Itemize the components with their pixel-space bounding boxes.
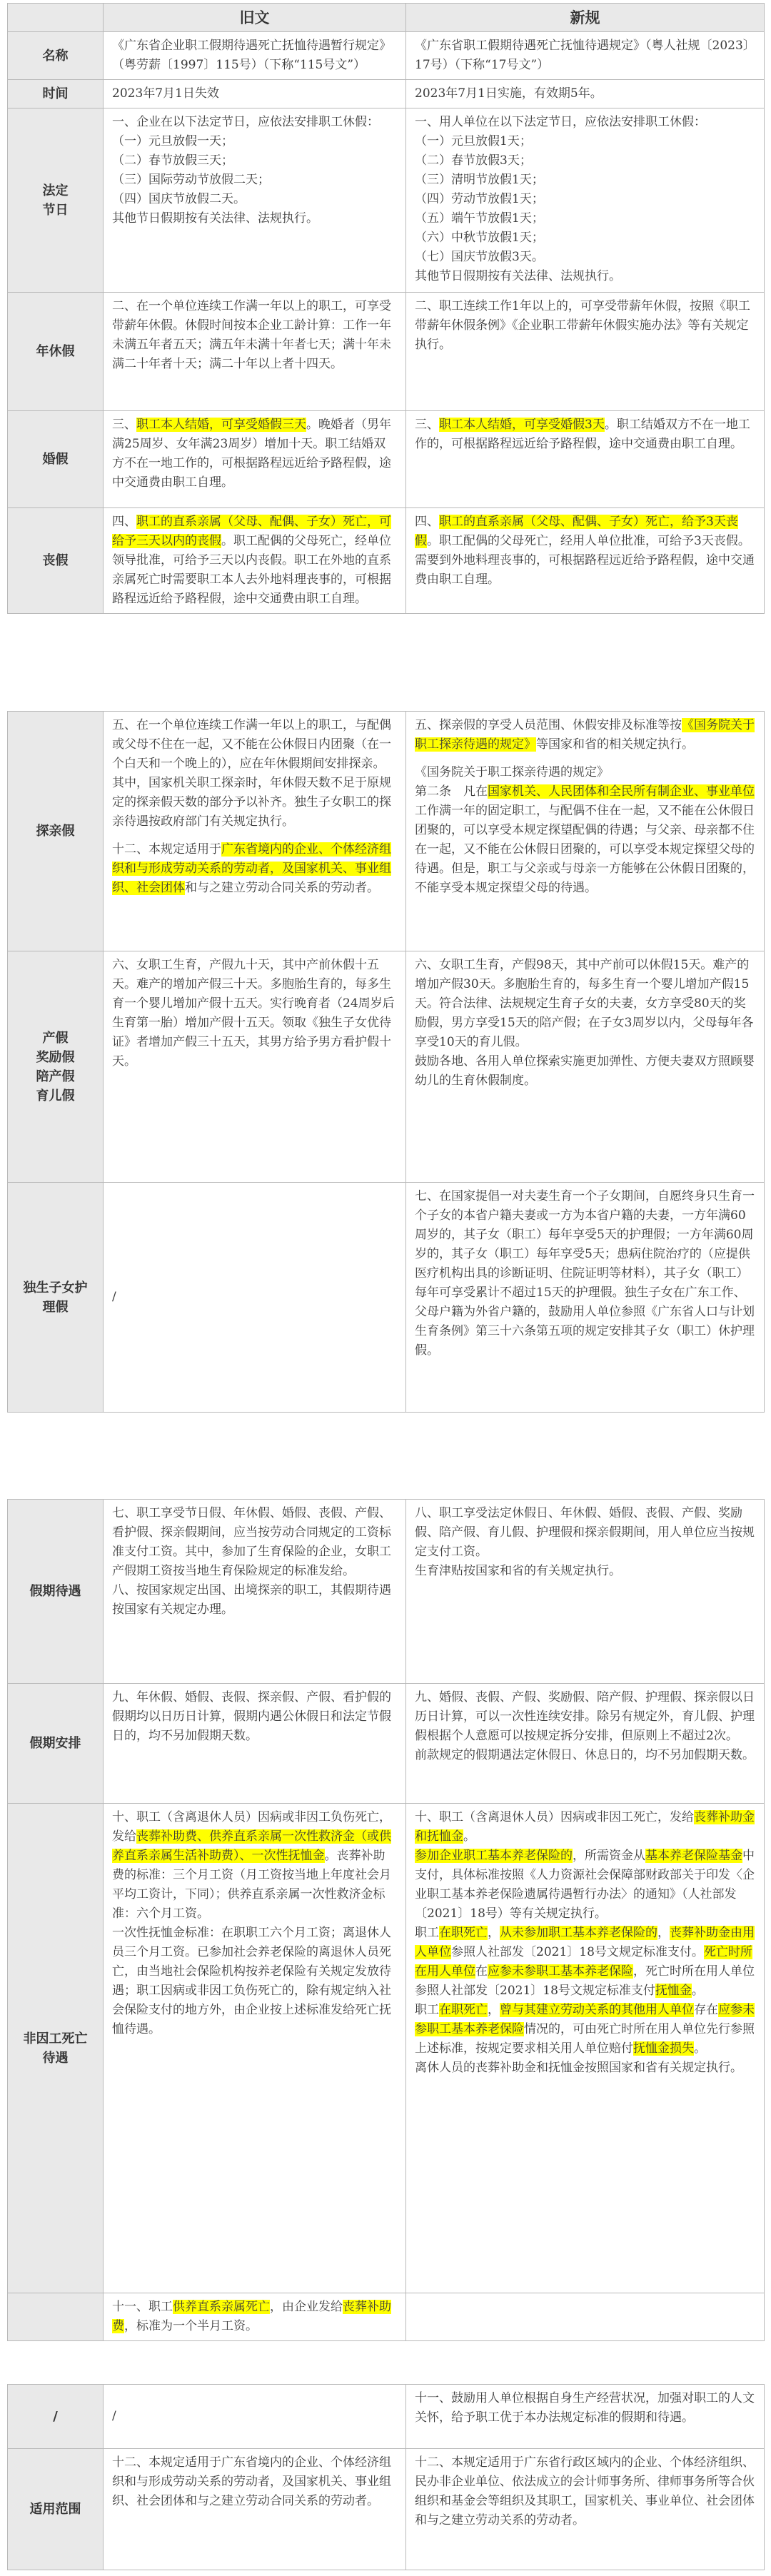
paragraph <box>415 1746 755 1765</box>
paragraph <box>415 171 755 190</box>
text-segment: ，标准为一个半月工资。 <box>124 2319 258 2333</box>
table-row <box>8 1684 765 1804</box>
paragraph <box>112 832 397 840</box>
header-old: 旧文 <box>104 4 406 32</box>
text-segment: 十一、职工 <box>112 2300 173 2314</box>
paragraph <box>415 248 755 267</box>
text-segment: 2023年7月1日实施，有效期5年。 <box>415 86 603 101</box>
paragraph <box>415 190 755 209</box>
row-label-line: 产假 <box>42 1030 69 1046</box>
new-text-cell <box>406 293 765 411</box>
table-row <box>8 108 765 293</box>
paragraph <box>112 151 397 171</box>
text-segment: 四、 <box>112 515 136 529</box>
row-label <box>8 951 104 1183</box>
text-segment: 等国家和省的相关规定执行。 <box>536 737 694 752</box>
paragraph <box>415 1924 755 2001</box>
paragraph <box>415 1504 755 1562</box>
text-segment: 《国务院关于职工探亲待遇的规定》 <box>415 765 609 779</box>
row-label-line: 非因工死亡 <box>23 2031 88 2046</box>
row-label <box>8 2293 104 2341</box>
row-label <box>8 2385 104 2449</box>
new-text-cell <box>406 951 765 1183</box>
text-segment: 和与之建立劳动合同关系的劳动者。 <box>185 881 379 895</box>
paragraph <box>415 209 755 228</box>
text-segment: 工作满一年的固定职工，与配偶不住在一起，又不能在公休假日团聚的，可以享受本规定探望配偶的待遇；与父亲、母亲都不住在一起，又不能在公休假日团聚的，可以享受本规定探望父母的待遇。但是，职工与父亲或与母亲一方能够在公休假日团聚的，不能享受本规定探望父母的待遇。 <box>415 804 755 895</box>
new-text-cell <box>406 2293 765 2341</box>
text-segment: 十一、鼓励用人单位根据自身生产经营状况，加强对职工的人文关怀，给予职工优于本办法规定标准的假期和待遇。 <box>415 2391 755 2425</box>
highlighted-text: 参加企业职工基本养老保险的 <box>415 1849 573 1863</box>
paragraph <box>112 113 397 132</box>
text-segment: 一、企业在以下法定节日，应依法安排职工休假： <box>112 115 379 129</box>
row-label <box>8 1500 104 1684</box>
old-text-cell <box>104 2385 406 2449</box>
comparison-table-1 <box>7 3 765 614</box>
row-label-line: 独生子女护 <box>23 1280 88 1295</box>
highlighted-text: 职工的直系亲属（父母、配偶、子女）死亡，可给予三天以内的丧假 <box>112 515 391 548</box>
old-text-cell <box>104 1183 406 1413</box>
table-row <box>8 2293 765 2341</box>
table-row <box>8 32 765 80</box>
paragraph <box>415 1688 755 1746</box>
new-text-cell <box>406 2385 765 2449</box>
table-row <box>8 1804 765 2293</box>
row-label-line: 待遇 <box>42 2050 69 2066</box>
text-segment: （七）国庆节放假3天。 <box>415 250 544 264</box>
text-segment: 中支付，具体标准按照《人力资源社会保障部财政部关于印发〈企业职工基本养老保险遗属待遇暂行办法〉的通知》（人社部发〔2021〕18号）等有关规定执行。 <box>415 1849 755 1921</box>
highlighted-text: 曾与其建立劳动关系的其他用人单位 <box>500 2003 694 2017</box>
paragraph <box>112 415 397 493</box>
text-segment: 。丧葬补助费的标准：三个月工资（月工资按当地上年度社会月平均工资计，下同）；供养直系亲属一次性救济金标准：六个月工资。 <box>112 1849 391 1921</box>
text-segment: 一次性抚恤金标准：在职职工六个月工资；离退休人员三个月工资。已参加社会养老保险的离退休人员死亡，由当地社会保险机构按养老保险有关规定发放待遇；职工因病或非因工负伤死亡的，除有规定纳入社会保险支付的地方外，由企业按上述标准发给死亡抚恤待遇。 <box>112 1926 391 2036</box>
old-text-cell <box>104 1804 406 2293</box>
paragraph <box>415 763 755 782</box>
row-label-line: 理假 <box>42 1299 69 1315</box>
text-segment: 参照人社部发〔2021〕18号文规定标准支付。 <box>451 1945 704 1959</box>
text-segment: 十二、本规定适用于广东省境内的企业、个体经济组织和与形成劳动关系的劳动者，及国家机关、事业组织、社会团体和与之建立劳动合同关系的劳动者。 <box>112 2455 391 2508</box>
text-segment: 二、职工连续工作1年以上的，可享受带薪年休假，按照《职工带薪年休假条例》《企业职工带薪年休假实施办法》等有关规定执行。 <box>415 299 750 352</box>
text-segment: 其他节日假期按有关法律、法规执行。 <box>112 211 318 226</box>
highlighted-text: 死亡时所在用人单位 <box>415 1945 752 1979</box>
text-segment: 2023年7月1日失效 <box>112 86 219 101</box>
text-segment: （六）中秋节放假1天； <box>415 231 544 245</box>
text-segment: 一、用人单位在以下法定节日，应依法安排职工休假： <box>415 115 706 129</box>
row-label-line: 假期安排 <box>29 1736 81 1751</box>
paragraph <box>415 1847 755 1924</box>
paragraph <box>112 512 397 609</box>
text-segment: 情况的，可由死亡时所在用人单位先行参照上述标准，按规定要求相关用人单位赔付 <box>415 2022 755 2056</box>
row-label-line: 时间 <box>42 86 69 101</box>
table-row <box>8 293 765 411</box>
table-row <box>8 1183 765 1413</box>
new-text-cell <box>406 108 765 293</box>
text-segment: ， <box>488 1926 500 1940</box>
old-text-cell <box>104 293 406 411</box>
text-segment: ，死亡时所在用人单位参照人社部发〔2021〕18号文规定标准支付 <box>415 1964 755 1998</box>
table-row <box>8 712 765 951</box>
old-text-cell <box>104 1500 406 1684</box>
paragraph <box>112 2453 397 2511</box>
highlighted-text: 抚恤金损失 <box>633 2041 694 2056</box>
text-segment: 。 <box>694 2041 706 2056</box>
paragraph <box>415 2001 755 2059</box>
text-segment: 。职工结婚双方不在一地工作的，可根据路程远近给予路程假，途中交通费由职工自理。 <box>415 418 750 451</box>
old-text-cell <box>104 411 406 508</box>
new-text-cell <box>406 80 765 108</box>
highlighted-text: 《国务院关于职工探亲待遇的规定》 <box>415 718 755 752</box>
text-segment: 三、 <box>112 418 136 432</box>
highlighted-text: 在职死亡 <box>439 2003 488 2017</box>
highlighted-text: 丧葬补助费、供养直系亲属一次性救济金（或供养直系亲属生活补助费）、一次性抚恤金 <box>112 1829 391 1863</box>
paragraph <box>415 782 755 898</box>
text-segment: 九、婚假、丧假、产假、奖励假、陪产假、护理假、探亲假以日历日计算，可以一次性连续安排。除另有规定外，育儿假、护理假根据个人意愿可以按规定拆分安排，但原则上不超过2次。 <box>415 1690 755 1743</box>
paragraph <box>415 415 755 454</box>
paragraph <box>112 1504 397 1581</box>
old-text-cell <box>104 108 406 293</box>
text-segment: 鼓励各地、各用人单位探索实施更加弹性、方便夫妻双方照顾婴幼儿的生育休假制度。 <box>415 1054 755 1088</box>
text-segment: （四）国庆节放假二天。 <box>112 192 246 206</box>
text-segment: 七、在国家提倡一对夫妻生育一个子女期间，自愿终身只生育一个子女的本省户籍夫妻或一方为本省户籍的夫妻，一方年满60周岁的，其子女（职工）每年享受5天的护理假；一方年满60周岁的，其子女（职工）每年享受5天；患病住院治疗的（应提供医疗机构出具的诊断证明、住院证明等材料），其子女（职工）每年可享受累计不超过15天的护理假。独生子女在广东工作、父母户籍为外省户籍的，鼓励用人单位参照《广东省人口与计划生育条例》第三十六条第五项的规定安排其子女（职工）休护理假。 <box>415 1189 755 1358</box>
row-label-line: 育儿假 <box>36 1088 75 1103</box>
text-segment: 前款规定的假期遇法定休假日、休息日的，均不另加假期天数。 <box>415 1748 755 1762</box>
table-row <box>8 2385 765 2449</box>
text-segment: 。 <box>691 1984 704 1998</box>
paragraph <box>112 956 397 1071</box>
paragraph <box>415 297 755 355</box>
paragraph <box>112 2407 397 2426</box>
row-label <box>8 1684 104 1804</box>
row-label <box>8 712 104 951</box>
paragraph <box>415 1562 755 1581</box>
text-segment: 职工 <box>415 1926 439 1940</box>
text-segment: （一）元旦放假1天； <box>415 134 532 148</box>
paragraph <box>415 956 755 1052</box>
old-text-cell <box>104 1684 406 1804</box>
text-segment: 三、 <box>415 418 439 432</box>
paragraph <box>112 132 397 151</box>
highlighted-text: 丧葬补助费 <box>112 2300 391 2333</box>
text-segment: 第二条 凡在 <box>415 784 488 799</box>
new-text-cell <box>406 1804 765 2293</box>
row-label <box>8 411 104 508</box>
table-row <box>8 411 765 508</box>
text-segment: （一）元旦放假一天； <box>112 134 233 148</box>
paragraph <box>112 1924 397 2039</box>
paragraph <box>112 190 397 209</box>
row-label-line: 假期待遇 <box>29 1584 81 1599</box>
text-segment: （二）春节放假3天； <box>415 153 532 168</box>
table-row <box>8 1500 765 1684</box>
text-segment: 在 <box>475 1964 488 1979</box>
new-text-cell <box>406 411 765 508</box>
paragraph <box>415 2389 755 2428</box>
text-segment: 生育津贴按国家和省的有关规定执行。 <box>415 1564 621 1578</box>
text-segment: （三）国际劳动节放假二天； <box>112 173 270 187</box>
text-segment: 。职工配偶的父母死亡，经单位领导批准，可给予三天以内丧假。职工在外地的直系亲属死亡时需要职工本人去外地料理丧事的，可根据路程远近给予路程假，途中交通费由职工自理。 <box>112 534 391 606</box>
text-segment: 十二、本规定适用于广东省行政区域内的企业、个体经济组织、民办非企业单位、依法成立的会计师事务所、律师事务所等合伙组织和基金会等组织及其职工，国家机关、事业单位、社会团体和与之建立劳动关系的劳动者。 <box>415 2455 755 2527</box>
paragraph <box>415 2059 755 2078</box>
text-segment: 存在 <box>694 2003 718 2017</box>
text-segment: 四、 <box>415 515 439 529</box>
row-label <box>8 108 104 293</box>
paragraph <box>415 132 755 151</box>
text-segment: 六、女职工生育，产假98天，其中产前可以休假15天。难产的增加产假30天。多胞胎生育的，每多生育一个婴儿增加产假15天。符合法律、法规规定生育子女的夫妻，女方享受80天的奖励假，男方享受15天的陪产假；在子女3周岁以内，父母每年各享受10天的育儿假。 <box>415 958 754 1049</box>
paragraph <box>415 84 755 103</box>
new-text-cell <box>406 1183 765 1413</box>
row-label-line: 节日 <box>42 202 69 218</box>
paragraph <box>112 1288 397 1307</box>
row-label-line: 陪产假 <box>36 1069 75 1084</box>
paragraph <box>112 1688 397 1746</box>
text-segment: 。晚婚者（男年满25周岁、女年满23周岁）增加十天。职工结婚双方不在一地工作的，可根据路程远近给予路程假，途中交通费由职工自理。 <box>112 418 391 490</box>
old-text-cell <box>104 712 406 951</box>
row-label <box>8 1183 104 1413</box>
text-segment: （二）春节放假三天； <box>112 153 233 168</box>
paragraph <box>415 228 755 248</box>
highlighted-text: 应参未参职工基本养老保险 <box>415 2003 755 2036</box>
paragraph <box>415 1187 755 1360</box>
comparison-table-4 <box>7 2384 765 2570</box>
paragraph <box>415 36 755 75</box>
row-label <box>8 1804 104 2293</box>
row-label-line: 丧假 <box>42 553 69 568</box>
paragraph <box>112 209 397 228</box>
highlighted-text: 广东省境内的企业、个体经济组织和与形成劳动关系的劳动者，及国家机关、事业组织、社会团体 <box>112 842 391 895</box>
row-label <box>8 2449 104 2570</box>
highlighted-text: 供养直系亲属死亡 <box>173 2300 270 2314</box>
paragraph <box>112 716 397 832</box>
paragraph <box>112 36 397 75</box>
row-label <box>8 508 104 614</box>
text-segment: （三）清明节放假1天； <box>415 173 544 187</box>
highlighted-text: 基本养老保险基金 <box>645 1849 742 1863</box>
old-text-cell <box>104 508 406 614</box>
highlighted-text: 职工的直系亲属（父母、配偶、子女）死亡，给予3天丧假 <box>415 515 738 548</box>
paragraph <box>112 1581 397 1620</box>
row-label-line: 年休假 <box>36 344 75 359</box>
text-segment: 。职工配偶的父母死亡，经用人单位批准，可给予3天丧假。需要到外地料理丧事的，可根据路程远近给予路程假，途中交通费由职工自理。 <box>415 534 755 587</box>
text-segment: 十二、本规定适用于 <box>112 842 221 857</box>
new-text-cell <box>406 1684 765 1804</box>
paragraph <box>112 84 397 103</box>
highlighted-text: 职工本人结婚，可享受婚假3天 <box>439 418 605 432</box>
paragraph <box>415 754 755 763</box>
old-text-cell <box>104 80 406 108</box>
row-label-line: 奖励假 <box>36 1049 75 1065</box>
text-segment: ， <box>488 2003 500 2017</box>
highlighted-text: 丧葬补助金和抚恤金 <box>415 1810 755 1844</box>
row-label-line: 适用范围 <box>29 2502 81 2517</box>
row-label-line: / <box>53 2409 58 2424</box>
highlighted-text: 职工本人结婚，可享受婚假三天 <box>136 418 306 432</box>
new-text-cell <box>406 32 765 80</box>
comparison-table-2 <box>7 711 765 1413</box>
highlighted-text: 应参未参职工基本养老保险 <box>488 1964 633 1979</box>
old-text-cell <box>104 2293 406 2341</box>
highlighted-text: 从未参加职工基本养老保险的 <box>500 1926 657 1940</box>
text-segment: 二、在一个单位连续工作满一年以上的职工，可享受带薪年休假。休假时间按本企业工龄计算：工作一年未满五年者五天；满五年未满十年者七天；满十年未满二十年者十天；满二十年以上者十四天。 <box>112 299 391 371</box>
row-label-line: 法定 <box>42 183 69 198</box>
text-segment: ，由企业发给 <box>270 2300 343 2314</box>
text-segment: （四）劳动节放假1天； <box>415 192 544 206</box>
text-segment: 离休人员的丧葬补助金和抚恤金按照国家和省有关规定执行。 <box>415 2061 742 2075</box>
text-segment: 《广东省职工假期待遇死亡抚恤待遇规定》（粤人社规〔2023〕17号）（下称“17号文”） <box>415 39 755 72</box>
paragraph <box>415 512 755 590</box>
comparison-table-3 <box>7 1499 765 2341</box>
paragraph <box>112 840 397 898</box>
text-segment: 《广东省企业职工假期待遇死亡抚恤待遇暂行规定》（粤劳薪〔1997〕115号）（下称“115号文”） <box>112 39 391 72</box>
row-label <box>8 80 104 108</box>
text-segment: 五、在一个单位连续工作满一年以上的职工，与配偶或父母不住在一起，又不能在公休假日内团聚（在一个白天和一个晚上的），应在年休假期间安排探亲。其中，国家机关职工探亲时，年休假天数不足于原规定的探亲假天数的部分予以补齐。独生子女职工的探亲待遇按政府部门有关规定执行。 <box>112 718 391 829</box>
paragraph <box>415 1808 755 1847</box>
highlighted-text: 国家机关、人民团体和全民所有制企业、事业单位 <box>488 784 755 799</box>
text-segment: 十、职工（含离退休人员）因病或非因工死亡，发给 <box>415 1810 694 1824</box>
text-segment: 五、探亲假的享受人员范围、休假安排及标准等按 <box>415 718 682 732</box>
text-segment: 八、职工享受法定休假日、年休假、婚假、丧假、产假、奖励假、陪产假、育儿假、护理假和探亲假期间，用人单位应当按规定支付工资。 <box>415 1506 755 1559</box>
paragraph <box>415 151 755 171</box>
table-row <box>8 508 765 614</box>
row-label <box>8 32 104 80</box>
text-segment: / <box>112 1290 116 1304</box>
text-segment: （五）端午节放假1天； <box>415 211 544 226</box>
text-segment: 九、年休假、婚假、丧假、探亲假、产假、看护假的假期均以日历日计算，假期内遇公休假日和法定节假日的，均不另加假期天数。 <box>112 1690 391 1743</box>
text-segment: ，所需资金从 <box>573 1849 645 1863</box>
old-text-cell <box>104 951 406 1183</box>
row-label <box>8 293 104 411</box>
paragraph <box>415 2313 755 2321</box>
paragraph <box>415 113 755 132</box>
text-segment: 八、按国家规定出国、出境探亲的职工，其假期待遇按国家有关规定办理。 <box>112 1583 391 1617</box>
row-label-line: 婚假 <box>42 452 69 467</box>
table-row <box>8 80 765 108</box>
text-segment: 职工 <box>415 2003 439 2017</box>
paragraph <box>415 267 755 286</box>
text-segment: 十、职工（含离退休人员）因病或非因工负伤死亡，发给 <box>112 1810 391 1844</box>
text-segment: 七、职工享受节日假、年休假、婚假、丧假、产假、看护假、探亲假期间，应当按劳动合同规定的工资标准支付工资。其中，参加了生育保险的企业，女职工产假期工资按当地生育保险规定的标准发给。 <box>112 1506 391 1578</box>
text-segment: 。 <box>463 1829 475 1844</box>
highlighted-text: 抚恤金 <box>655 1984 692 1998</box>
highlighted-text: 丧葬补助金由用人单位 <box>415 1926 755 1959</box>
text-segment: 其他节日假期按有关法律、法规执行。 <box>415 269 621 283</box>
header-corner <box>8 4 104 32</box>
header-new: 新规 <box>406 4 765 32</box>
new-text-cell <box>406 1500 765 1684</box>
paragraph <box>415 716 755 754</box>
table-row <box>8 2449 765 2570</box>
paragraph <box>112 1808 397 1924</box>
text-segment: ， <box>657 1926 670 1940</box>
new-text-cell <box>406 712 765 951</box>
row-label-line: 名称 <box>42 48 69 64</box>
paragraph <box>112 171 397 190</box>
old-text-cell <box>104 2449 406 2570</box>
table-row <box>8 951 765 1183</box>
new-text-cell <box>406 2449 765 2570</box>
old-text-cell <box>104 32 406 80</box>
paragraph <box>415 2453 755 2530</box>
new-text-cell <box>406 508 765 614</box>
paragraph <box>112 2298 397 2336</box>
highlighted-text: 在职死亡 <box>439 1926 488 1940</box>
text-segment: 六、女职工生育，产假九十天，其中产前休假十五天。难产的增加产假三十天。多胞胎生育的，每多生育一个婴儿增加产假十五天。实行晚育者（24周岁后生育第一胎）增加产假十五天。领取《独生子女优待证》者增加产假三十五天，其男方给予男方看护假十天。 <box>112 958 395 1069</box>
row-label-line: 探亲假 <box>36 824 75 839</box>
text-segment: / <box>112 2409 116 2423</box>
paragraph <box>112 297 397 374</box>
paragraph <box>415 1052 755 1091</box>
